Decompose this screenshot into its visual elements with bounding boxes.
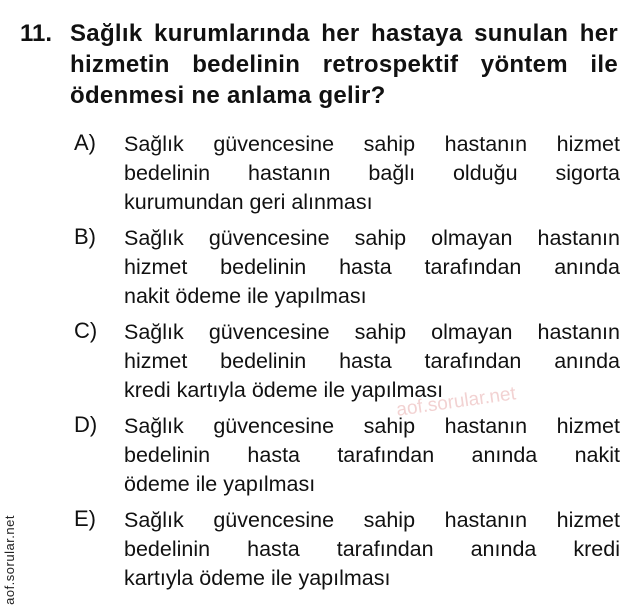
- option-d[interactable]: [74, 410, 624, 504]
- option-text: [124, 412, 620, 499]
- option-letter: D): [74, 412, 98, 437]
- option-text-line: Sağlık güvencesine sahip olmayan hastanın: [124, 226, 620, 250]
- option-text-line: hizmet bedelinin hasta tarafından anında: [124, 349, 620, 373]
- option-text-line: nakit ödeme ile yapılması: [124, 284, 367, 308]
- side-watermark: aof.sorular.net: [2, 515, 17, 605]
- watermark: aof.sorular.net: [395, 383, 518, 421]
- option-text-line: bedelinin hasta tarafından anında nakit: [124, 443, 620, 467]
- option-text-line: hizmet bedelinin hasta tarafından anında: [124, 255, 620, 279]
- option-e[interactable]: [74, 504, 624, 598]
- option-b[interactable]: [74, 222, 624, 316]
- option-a[interactable]: [74, 128, 624, 222]
- option-c[interactable]: [74, 316, 624, 410]
- question-text: [70, 18, 618, 111]
- option-text: [124, 318, 620, 405]
- option-letter: B): [74, 224, 96, 249]
- option-text: [124, 506, 620, 593]
- option-text-line: kartıyla ödeme ile yapılması: [124, 566, 391, 590]
- option-text: [124, 130, 620, 217]
- option-letter: E): [74, 506, 96, 531]
- option-text-line: Sağlık güvencesine sahip olmayan hastanın: [124, 320, 620, 344]
- option-text-line: bedelinin hastanın bağlı olduğu sigorta: [124, 161, 620, 185]
- option-text-line: bedelinin hasta tarafından anında kredi: [124, 537, 620, 561]
- option-text: [124, 224, 620, 311]
- option-text-line: Sağlık güvencesine sahip hastanın hizmet: [124, 508, 620, 532]
- option-text-line: kurumundan geri alınması: [124, 190, 373, 214]
- answer-options: [74, 128, 624, 598]
- option-text-line: kredi kartıyla ödeme ile yapılması: [124, 378, 444, 402]
- option-text-line: Sağlık güvencesine sahip hastanın hizmet: [124, 414, 620, 438]
- question-text-line: hizmetin bedelinin retrospektif yöntem ile: [70, 51, 618, 78]
- option-text-line: Sağlık güvencesine sahip hastanın hizmet: [124, 132, 620, 156]
- question-text-line: ödenmesi ne anlama gelir?: [70, 82, 386, 109]
- option-letter: C): [74, 318, 98, 343]
- option-letter: A): [74, 130, 96, 155]
- question-number: 11.: [20, 20, 53, 47]
- option-text-line: ödeme ile yapılması: [124, 472, 316, 496]
- question-text-line: Sağlık kurumlarında her hastaya sunulan her: [70, 20, 618, 47]
